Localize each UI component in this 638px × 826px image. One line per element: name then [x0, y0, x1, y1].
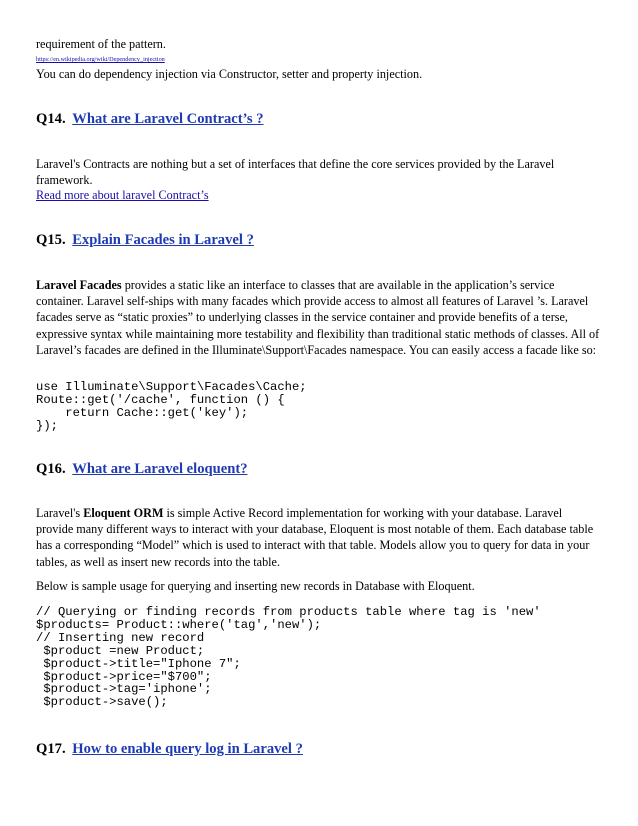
q16-title-link[interactable]: What are Laravel eloquent?	[72, 461, 248, 477]
q17-heading	[36, 740, 303, 758]
q14-number: Q14.	[36, 111, 66, 127]
q14-read-more-link[interactable]: Read more about laravel Contract’s	[36, 188, 209, 202]
q14-title-link[interactable]: What are Laravel Contract’s ?	[72, 111, 264, 127]
intro-text-2: You can do dependency injection via Constructor, setter and property injection.	[36, 67, 423, 81]
q16-number: Q16.	[36, 461, 66, 477]
q14-heading	[36, 110, 264, 128]
q16-bold-term: Eloquent ORM	[83, 506, 164, 520]
q16-code-block: // Querying or finding records from products table where tag is 'new' $products= Product::where('tag','new'); // Inserting new record $product =new Product; $product->title="Iphone 7"; $product->price="$700"; $product->tag='iphone'; $product->save();	[36, 605, 541, 710]
q15-title-link[interactable]: Explain Facades in Laravel ?	[72, 232, 254, 248]
q16-body-2: Below is sample usage for querying and inserting new records in Database with Eloquent.	[36, 579, 475, 593]
q14-body: Laravel's Contracts are nothing but a set of interfaces that define the core services provided by the Laravel framework.	[36, 157, 555, 188]
q17-number: Q17.	[36, 741, 66, 757]
intro-text: requirement of the pattern.	[36, 37, 166, 51]
q15-body-text: provides a static like an interface to classes that are available in the application’s service container. Laravel self-ships with many facades which provide access to almost all features of Laravel ’s. Laravel facades serve as “static proxies” to underlying classes in the service container and provide benefits of a terse, expressive syntax while maintaining more testability and flexibility than traditional static methods of classes. All of Laravel’s facades are defined in the Illuminate\Support\Facades namespace. You can easily access a facade like so:	[36, 278, 600, 357]
q17-title-link[interactable]: How to enable query log in Laravel ?	[72, 741, 303, 757]
wikipedia-link[interactable]: https://en.wikipedia.org/wiki/Dependency_injection	[36, 56, 165, 63]
q16-body-text: is simple Active Record implementation for working with your database. Laravel provide many different ways to interact with your database, Eloquent is most notable of them. Each database table has a corresponding “Model” which is used to interact with that table. Models allow you to query for data in your tables, as well as insert new records into the table.	[36, 506, 594, 569]
q15-number: Q15.	[36, 232, 66, 248]
q16-heading	[36, 460, 248, 478]
q15-bold-term: Laravel Facades	[36, 278, 122, 292]
q15-code-block: use Illuminate\Support\Facades\Cache; Route::get('/cache', function () { return Cache::get('key'); });	[36, 380, 307, 433]
q16-pre-text: Laravel's	[36, 506, 84, 520]
q15-body	[36, 277, 602, 358]
q16-body	[36, 505, 602, 570]
q15-heading	[36, 231, 254, 249]
